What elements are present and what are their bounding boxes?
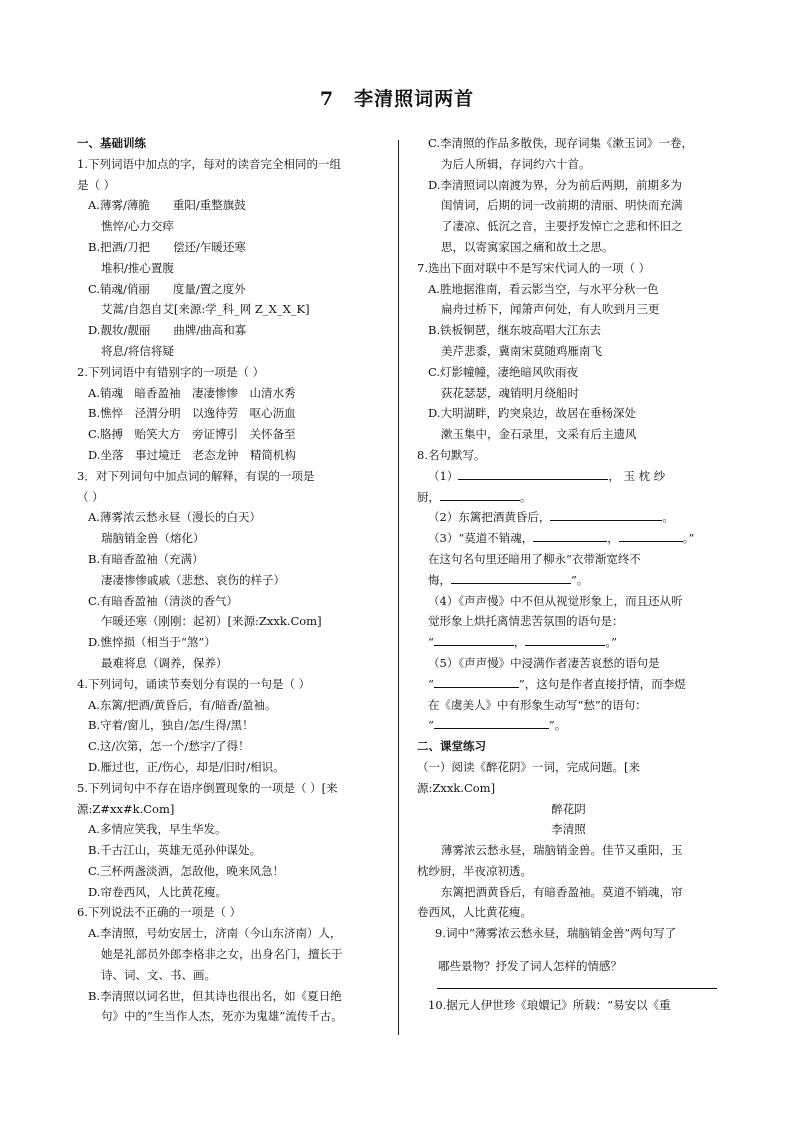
text-line: D.帘卷西风，人比黄花瘦。 <box>88 884 227 899</box>
text-line: 3．对下列词句中加点词的解释，有误的一项是 <box>77 468 315 483</box>
text-line: 是（ ） <box>77 177 116 192</box>
text-line: C.三杯两盏淡酒，怎敌他，晚来风急！ <box>88 863 285 878</box>
fill-in-section <box>417 466 720 736</box>
text-line: 堆积/推心置腹 <box>101 260 174 275</box>
fill-q5-note: 在《虞美人》中有形象生动写“愁”的语句： <box>428 697 647 712</box>
right-bottom-section <box>417 736 720 944</box>
text-line: 闺情词，后期的词一改前期的清丽、明快而充满 <box>441 198 683 213</box>
fill-q3-note: 在这句名句里还暗用了柳永“衣带渐宽终不 <box>428 551 641 566</box>
answer-blank[interactable] <box>434 674 519 688</box>
text-line: A.薄雾浓云愁永昼（漫长的白天） <box>88 510 261 525</box>
text-line: 5.下列词句中不存在语序倒置现象的一项是（ ）[来 <box>77 780 338 795</box>
answer-blank[interactable] <box>458 466 608 480</box>
text-line: 句》中的“生当作人杰，死亦为鬼雄”流传千古。 <box>101 1009 343 1024</box>
text-line: C.销魂/俏丽 度量/置之度外 <box>88 281 246 296</box>
text-line: D.坐落 事过境迁 老态龙钟 精简机构 <box>88 447 296 462</box>
text-line: 李清照 <box>551 822 586 837</box>
fill-q3: （3）“莫道不销魂， ， 。” <box>417 528 720 549</box>
text-line: 凄凄惨惨戚戚（悲愁、哀伤的样子） <box>101 572 285 587</box>
answer-line[interactable] <box>437 987 717 989</box>
text-line: 2.下列词语中有错别字的一项是（ ） <box>77 364 265 379</box>
text-line: 诗、词、文、书、画。 <box>101 967 216 982</box>
q10-text: 10.据元人伊世珍《琅嬛记》所载：“易安以《重 <box>428 997 671 1012</box>
text-line: 乍暖还寒（刚刚：起初）[来源:Zxxk.Com] <box>101 614 322 629</box>
text-line: 卷西风，人比黄花瘦。 <box>417 905 532 920</box>
text-line: B.守着/窗儿，独自/怎/生得/黑！ <box>88 718 254 733</box>
text-line: 艾蒿/自怨自艾[来源:学_科_网 Z_X_X_K] <box>101 302 310 317</box>
text-line: 瑞脑销金兽（熔化） <box>101 531 205 546</box>
text-line: 思，以寄寓家国之痛和故土之思。 <box>441 239 614 254</box>
fill-q1-cont: 厨， 。 <box>417 487 720 508</box>
text-line: 9.词中“薄雾浓云愁永昼，瑞脑销金兽”两句写了 <box>435 926 677 941</box>
text-line: 薄雾浓云愁永昼，瑞脑销金兽。佳节又重阳，玉 <box>441 843 683 858</box>
answer-blank[interactable] <box>619 528 683 542</box>
text-line: 憔悴/心力交瘁 <box>101 219 174 234</box>
text-line: （一）阅读《醉花阴》一词，完成问题。[来 <box>417 759 640 774</box>
text-line: 东篱把酒黄昏后，有暗香盈袖。莫道不销魂，帘 <box>441 884 683 899</box>
fill-q3-cont: 悔， ”。 <box>417 570 720 591</box>
text-line: B.憔悴 泾渭分明 以逸待劳 呕心沥血 <box>88 406 296 421</box>
text-line: 枕纱厨，半夜凉初透。 <box>417 863 532 878</box>
text-line: D.大明湖畔，趵突泉边，故居在垂杨深处 <box>428 406 636 421</box>
text-line: B.李清照以词名世，但其诗也很出名，如《夏日绝 <box>88 988 342 1003</box>
answer-blank[interactable] <box>533 528 607 542</box>
text-line: 源:Zxxk.Com] <box>417 780 496 795</box>
text-line: C.这/次第，怎一个/愁字/了得！ <box>88 739 250 754</box>
text-line: D.靓妆/靓丽 曲牌/曲高和寡 <box>88 323 247 338</box>
text-line: B.铁板铜琶，继东坡高唱大江东去 <box>428 323 602 338</box>
answer-blank[interactable] <box>451 570 571 584</box>
text-line: D.憔悴损（相当于“煞”） <box>88 635 216 650</box>
text-line: 荻花瑟瑟，魂销明月绕船时 <box>441 385 579 400</box>
text-line: A.多情应笑我，早生华发。 <box>88 822 227 837</box>
answer-blank[interactable] <box>525 632 605 646</box>
text-line: 6.下列说法不正确的一项是（ ） <box>77 905 242 920</box>
answer-blank[interactable] <box>434 715 549 729</box>
text-line: A.胜地据淮南，看云影当空，与水平分秋一色 <box>428 281 659 296</box>
text-line: B.有暗香盈袖（充满） <box>88 551 204 566</box>
column-divider <box>398 140 399 1035</box>
text-line: 1.下列词语中加点的字，每对的读音完全相同的一组 <box>77 156 341 171</box>
fill-q4-cont: 觉形象上烘托离情悲苦氛围的语句是： <box>428 614 624 629</box>
text-line: 7.选出下面对联中不是写宋代词人的一项（ ） <box>417 260 651 275</box>
text-line: C.有暗香盈袖（清淡的香气） <box>88 593 239 608</box>
fill-q5: （5）《声声慢》中浸满作者凄苦哀愁的语句是 <box>428 655 660 670</box>
text-line: A.薄雾/薄脆 重阳/重整旗鼓 <box>88 198 246 213</box>
text-line: 漱玉集中，金石录里，文采有后主遗风 <box>441 427 637 442</box>
text-line: 4.下列词句，诵读节奏划分有误的一句是（ ） <box>77 676 311 691</box>
text-line: A.李清照，号幼安居士，济南（今山东济南）人， <box>88 926 342 941</box>
fill-q5-answer: “ ”，这句是作者直接抒情，而李煜 <box>417 674 720 695</box>
text-line: 醉花阴 <box>551 801 586 816</box>
fill-q4-answer: “ ， 。” <box>417 632 720 653</box>
page-title: 7 李清照词两首 <box>319 88 475 110</box>
text-line: D.雁过也，正/伤心，却是/旧时/相识。 <box>88 759 285 774</box>
right-column <box>417 133 720 1016</box>
q9-continuation: 哪些景物？抒发了词人怎样的情感？ <box>438 959 622 974</box>
text-line: （ ） <box>77 489 104 504</box>
text-line: B.千古江山，英雄无觅孙仲谋处。 <box>88 843 262 858</box>
answer-blank[interactable] <box>434 632 514 646</box>
fill-q1: （1） ， 玉 枕 纱 <box>417 466 720 487</box>
text-line: C.李清照的作品多散佚，现存词集《漱玉词》一卷， <box>428 136 694 150</box>
text-line: B.把酒/刀把 偿还/乍暖还寒 <box>88 239 246 254</box>
fill-q5-answer2: “ ”。 <box>417 715 720 736</box>
answer-blank[interactable] <box>550 507 662 521</box>
text-line: 8.名句默写。 <box>417 447 486 462</box>
text-line: A.东篱/把酒/黄昏后，有/暗香/盈袖。 <box>88 697 277 712</box>
fill-q4: （4）《声声慢》中不但从视觉形象上，而且还从听 <box>428 593 683 608</box>
text-line: 美芹悲黍，冀南宋莫随鸡雁南飞 <box>441 343 602 358</box>
text-line: A.销魂 暗香盈袖 凄凄惨惨 山清水秀 <box>88 385 296 400</box>
text-line: 她是礼部员外郎李格非之女，出身名门，擅长于 <box>101 947 343 962</box>
text-line: 了凄凉、低沉之音，主要抒发悼亡之悲和怀旧之 <box>441 219 683 234</box>
text-line: 将息/将信将疑 <box>101 343 174 358</box>
section-heading: 二、课堂练习 <box>417 739 486 754</box>
text-line: 为后人所辑，存词约六十首。 <box>441 156 591 171</box>
text-line: 源:Z#xx#k.Com] <box>77 801 175 816</box>
text-line: 最难将息（调养，保养） <box>101 655 228 670</box>
right-top-questions <box>417 133 720 466</box>
text-line: C.灯影幢幢，凄绝暗风吹雨夜 <box>428 364 579 379</box>
text-line: 扁舟过桥下，闻箫声何处，有人吹到月三更 <box>441 302 660 317</box>
section-heading: 一、基础训练 <box>77 136 146 150</box>
left-column <box>77 133 383 1027</box>
text-line: D.李清照词以南渡为界，分为前后两期，前期多为 <box>428 177 682 192</box>
answer-blank[interactable] <box>440 487 520 501</box>
fill-q2: （2）东篱把酒黄昏后， 。 <box>417 507 720 528</box>
text-line: C.胳搏 贻笑大方 旁证博引 关怀备至 <box>88 427 296 442</box>
